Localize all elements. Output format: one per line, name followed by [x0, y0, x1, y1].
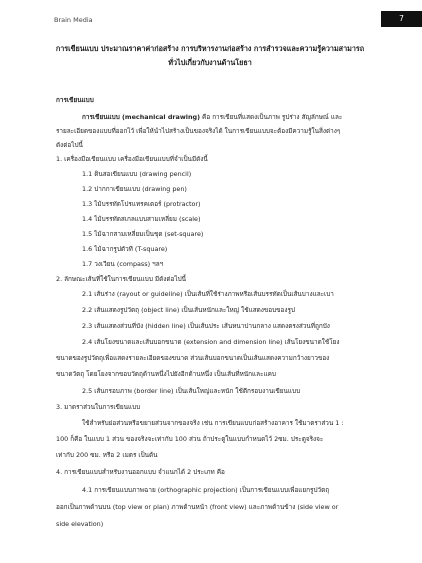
item-4-heading: 4. การเขียนแบบสำหรับงานออกแบบ จำแนกได้ 2 ประเภท คือ [56, 468, 225, 476]
item-4-1-line-2: ออกเป็นภาพด้านบน (top view or plan) ภาพด้านหน้า (front view) และภาพด้านข้าง (side view or [56, 503, 339, 511]
item-3-text-line-3: เท่ากับ 200 ซม. หรือ 2 เมตร เป็นต้น [56, 451, 158, 459]
item-3-heading: 3. มาตราส่วนในการเขียนแบบ [56, 403, 141, 411]
item-3-text-line-2: 100 ก็คือ ในแบบ 1 ส่วน ของจริงจะเท่ากับ 100 ส่วน ถ้าประตูในแบบกำหนดไว้ 2ซม. ประตูจริงจะ [56, 435, 324, 443]
intro-term: การเขียนแบบ (mechanical drawing) [82, 113, 201, 121]
list-item: 2.4 เส้นโยงขนาดและเส้นบอกขนาด (extension and dimension line) เส้นโยงขนาดใช้โยง [82, 338, 340, 346]
list-item-continuation: ขนาดวัตถุ โดยโยงจากขอบวัตถุด้านหนึ่งไปยังอีกด้านหนึ่ง เป็นเส้นที่หนักและแคบ [56, 370, 276, 378]
list-item: 2.3 เส้นแสดงส่วนที่บัง (hidden line) เป็นเส้นประ เส้นหนาปานกลาง แสดงตรงส่วนที่ถูกบัง [82, 322, 330, 330]
item-2-heading: 2. ลักษณะเส้นที่ใช้ในการเขียนแบบ มีดังต่อไปนี้ [56, 275, 187, 283]
list-item: 2.5 เส้นกรอบภาพ (border line) เป็นเส้นใหญ่และหนัก ใช้ตีกรอบงานเขียนแบบ [82, 387, 301, 395]
intro-paragraph-line-3: ดังต่อไปนี้ [56, 141, 83, 149]
list-item: 1.2 ปากกาเขียนแบบ (drawing pen) [82, 185, 187, 193]
list-item: 1.1 ดินสอเขียนแบบ (drawing pencil) [82, 170, 192, 178]
chapter-title [40, 42, 380, 70]
item-4-1-line-1: 4.1 การเขียนแบบภาพฉาย (orthographic projection) เป็นการเขียนแบบเพื่อแยกรูปวัตถุ [82, 486, 330, 494]
intro-paragraph-line-2: รายละเอียดของแบบที่ออกไว้ เพื่อให้นำไปสร้างเป็นของจริงได้ ในการเขียนแบบจะต้องมีความรู้ในสิ่งต่างๆ [56, 127, 341, 135]
list-item-continuation: ขนาดของรูปวัตถุเพื่อแสดงรายละเอียดของขนาด ส่วนเส้นบอกขนาดเป็นเส้นแสดงความกว้างยาวของ [56, 354, 330, 362]
brand-name: Brain Media [54, 16, 93, 24]
list-item: 1.5 ไม้ฉากสามเหลี่ยมเป็นชุด (set-square) [82, 230, 204, 238]
list-item: 1.3 ไม้บรรทัดโปรแทรคเตอร์ (protractor) [82, 200, 201, 208]
item-1-heading: 1. เครื่องมือเขียนแบบ เครื่องมือเขียนแบบที่จำเป็นมีดังนี้ [56, 155, 208, 163]
page-header [0, 0, 422, 30]
list-item: 2.2 เส้นแสดงรูปวัตถุ (object line) เป็นเส้นหนักและใหญ่ ใช้แสดงขอบของรูป [82, 306, 295, 314]
chapter-title-line-2: ทั่วไปเกี่ยวกับงานด้านโยธา [168, 58, 252, 67]
chapter-title-line-1: การเขียนแบบ ประมาณราคาค่าก่อสร้าง การบริหารงานก่อสร้าง การสำรวจและความรู้ความสามารถ [55, 44, 365, 53]
item-3-text-line-1: ใช้สำหรับย่อส่วนหรือขยายส่วนจากของจริง เช่น การเขียนแบบก่อสร้างอาคาร ใช้มาตราส่วน 1 : [82, 419, 344, 427]
list-item: 1.7 วงเวียน (compass) ฯลฯ [82, 260, 164, 268]
intro-paragraph-line-1 [82, 112, 342, 123]
list-item: 1.4 ไม้บรรทัดสเกลแบบสามเหลี่ยม (scale) [82, 215, 201, 223]
page-number-badge: 7 [381, 11, 422, 27]
list-item: 2.1 เส้นร่าง (rayout or guideline) เป็นเส้นที่ใช้ร่างภาพหรือเส้นบรรทัดเป็นเส้นบางและเบา [82, 290, 334, 298]
list-item: 1.6 ไม้ฉากรูปตัวที (T-square) [82, 245, 168, 253]
item-4-1-line-3: side elevation) [56, 520, 104, 528]
intro-text: คือ การเขียนที่แสดงเป็นภาพ รูปร่าง สัญลักษณ์ และ [200, 113, 343, 121]
section-heading: การเขียนแบบ [56, 96, 94, 104]
